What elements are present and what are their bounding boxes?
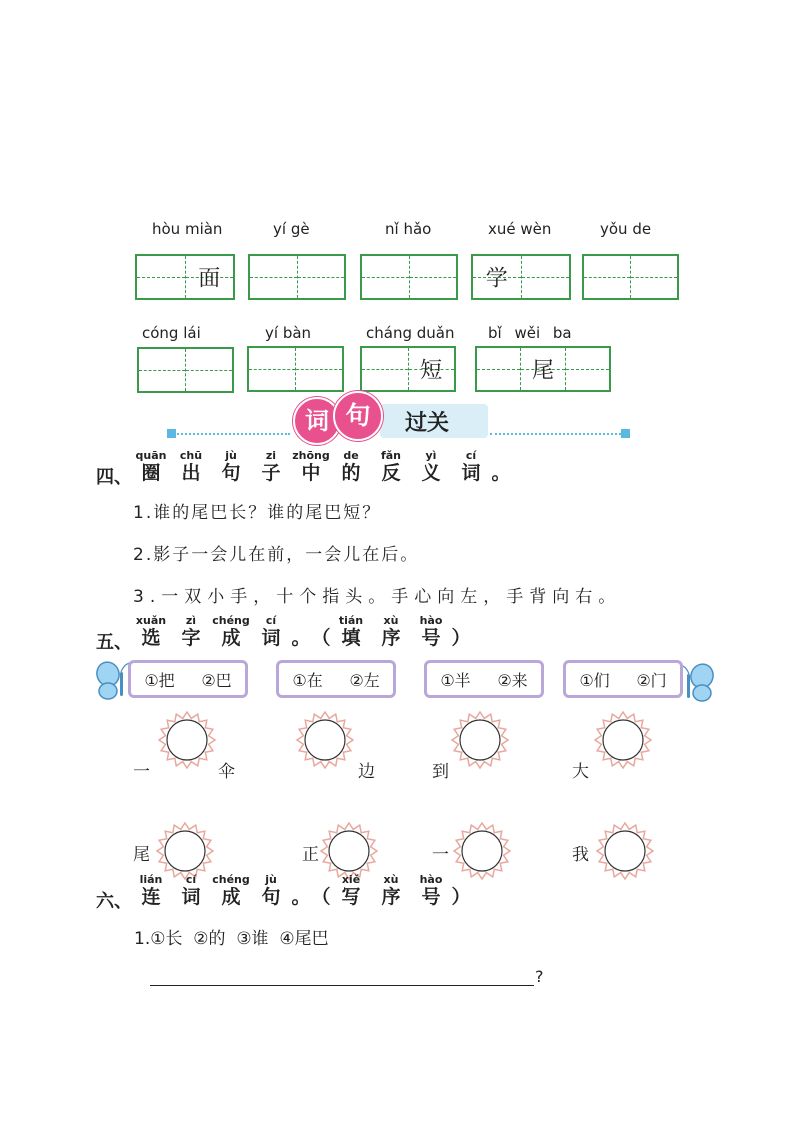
option-box: ①半 ②来 xyxy=(424,660,544,698)
banner-char-2: 句 xyxy=(333,391,383,441)
option-box: ①把 ②巴 xyxy=(128,660,248,698)
answer-sun[interactable] xyxy=(596,822,654,880)
ruby-char: xù 序 xyxy=(381,614,401,649)
ruby-char: lián 连 xyxy=(139,873,163,908)
pinyin-label: cóng lái xyxy=(142,324,201,342)
option-box: ①在 ②左 xyxy=(276,660,396,698)
section-number: 四、 xyxy=(96,467,132,488)
writing-grid[interactable] xyxy=(247,346,344,392)
sun-icon xyxy=(158,711,216,769)
pinyin-label: nǐ hǎo xyxy=(385,220,432,238)
ruby-char: hào 号 xyxy=(419,873,443,908)
ruby-char: xù 序 xyxy=(381,873,401,908)
sun-icon xyxy=(594,711,652,769)
ruby-char: xiě 写 xyxy=(341,873,361,908)
word-char: 伞 xyxy=(218,762,235,782)
pinyin-label: yǒu de xyxy=(600,220,652,238)
ruby-char: cí 词 xyxy=(181,873,201,908)
ruby-char: chéng 成 xyxy=(212,614,250,649)
answer-line[interactable] xyxy=(150,985,534,986)
ruby-char: （ xyxy=(311,627,331,649)
sentence-item: 2.影子一会儿在前，一会儿在后。 xyxy=(133,545,420,565)
ruby-char: chéng 成 xyxy=(212,873,250,908)
answer-sun[interactable] xyxy=(296,711,354,769)
section-title xyxy=(132,615,472,649)
word-char: 一 xyxy=(133,762,150,782)
banner-label: 过关 xyxy=(405,411,450,436)
ruby-char: cí 词 xyxy=(461,449,481,484)
answer-sun[interactable] xyxy=(320,822,378,880)
square-icon xyxy=(621,429,630,438)
writing-grid[interactable] xyxy=(360,254,458,300)
writing-grid[interactable]: 尾 xyxy=(475,346,611,392)
ruby-char: yì 义 xyxy=(421,449,441,484)
word-char: 一 xyxy=(432,845,449,865)
answer-sun[interactable] xyxy=(594,711,652,769)
ruby-char: jù 句 xyxy=(221,449,241,484)
sentence-item: 3.一双小手，十个指头。手心向左，手背向右。 xyxy=(133,587,622,607)
answer-sun[interactable] xyxy=(156,822,214,880)
sun-icon xyxy=(156,822,214,880)
answer-sun[interactable] xyxy=(158,711,216,769)
word-char: 边 xyxy=(358,762,375,782)
sun-icon xyxy=(451,711,509,769)
pinyin-label: bǐ wěi ba xyxy=(488,324,572,342)
ruby-char: zi 子 xyxy=(261,449,281,484)
section-number: 五、 xyxy=(96,632,132,653)
banner-char-1: 词 xyxy=(293,397,341,445)
writing-grid[interactable] xyxy=(137,347,234,393)
sun-icon xyxy=(596,822,654,880)
writing-grid[interactable]: 短 xyxy=(360,346,456,392)
writing-grid[interactable]: 学 xyxy=(471,254,571,300)
ruby-char: tián 填 xyxy=(338,614,364,649)
ruby-char: jù 句 xyxy=(261,873,281,908)
pinyin-label: yí bàn xyxy=(265,324,312,342)
pinyin-label: hòu miàn xyxy=(152,220,223,238)
divider-right xyxy=(490,433,625,435)
writing-grid[interactable]: 面 xyxy=(135,254,235,300)
sun-icon xyxy=(453,822,511,880)
ruby-char: zì 字 xyxy=(181,614,201,649)
pinyin-label: xué wèn xyxy=(488,220,552,238)
ruby-char: ） xyxy=(451,627,471,649)
word-char: 尾 xyxy=(133,845,150,865)
option-box: ①们 ②门 xyxy=(563,660,683,698)
ruby-char: （ xyxy=(311,886,331,908)
square-icon xyxy=(167,429,176,438)
sun-icon xyxy=(296,711,354,769)
answer-sun[interactable] xyxy=(453,822,511,880)
question-mark: ? xyxy=(535,967,544,986)
ruby-char: 。 xyxy=(291,627,311,649)
word-char: 到 xyxy=(432,762,449,782)
ruby-char: de 的 xyxy=(341,449,361,484)
pinyin-label: yí gè xyxy=(273,220,310,238)
ruby-char: hào 号 xyxy=(419,614,443,649)
pinyin-label: cháng duǎn xyxy=(366,324,455,342)
ruby-char: fǎn 反 xyxy=(380,449,402,484)
ruby-char: 。 xyxy=(291,886,311,908)
ruby-char: zhōng 中 xyxy=(292,449,330,484)
sun-icon xyxy=(320,822,378,880)
ruby-char: xuǎn 选 xyxy=(135,614,167,649)
answer-sun[interactable] xyxy=(451,711,509,769)
word-char: 我 xyxy=(572,845,589,865)
writing-grid[interactable] xyxy=(582,254,679,300)
ruby-char: chū 出 xyxy=(179,449,203,484)
sentence-item: 1.谁的尾巴长？谁的尾巴短？ xyxy=(133,503,382,523)
ruby-char: ） xyxy=(451,886,471,908)
word-char: 大 xyxy=(572,762,589,782)
divider-left xyxy=(170,433,290,435)
word-list: 1.①长 ②的 ③谁 ④尾巴 xyxy=(134,929,329,949)
section-title xyxy=(132,874,472,908)
word-char: 正 xyxy=(302,845,319,865)
section-title xyxy=(132,450,512,484)
ruby-char: cí 词 xyxy=(261,614,281,649)
ruby-char: quān 圈 xyxy=(135,449,167,484)
section-number: 六、 xyxy=(96,891,132,912)
ruby-char: 。 xyxy=(491,462,511,484)
writing-grid[interactable] xyxy=(248,254,346,300)
